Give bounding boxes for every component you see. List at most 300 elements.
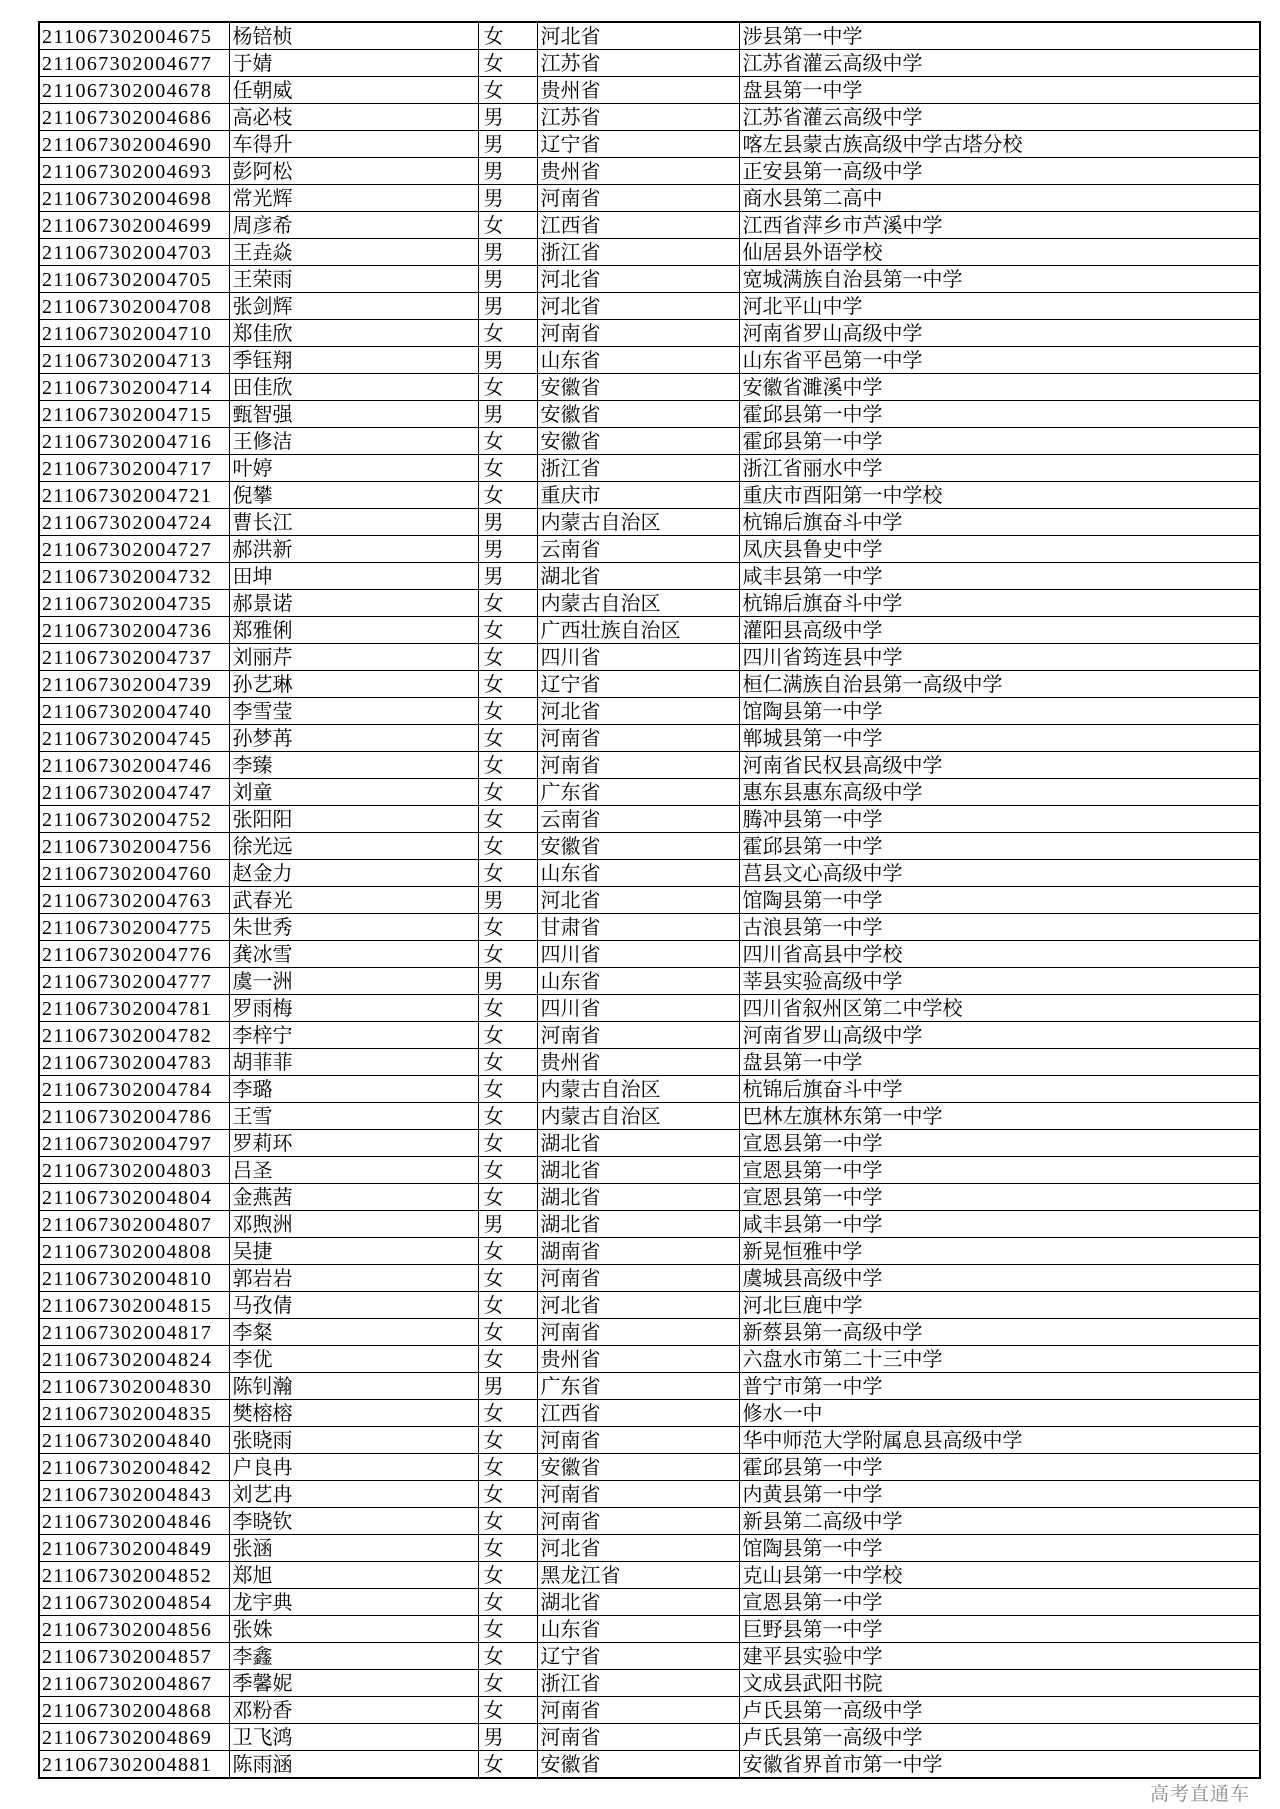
gender-cell: 女 — [478, 833, 537, 860]
name-cell: 罗雨梅 — [229, 995, 478, 1022]
table-row — [39, 698, 1260, 725]
name-cell: 郑旭 — [229, 1562, 478, 1589]
table-row — [39, 752, 1260, 779]
gender-cell: 女 — [478, 617, 537, 644]
table-row — [39, 644, 1260, 671]
table-row — [39, 1724, 1260, 1751]
gender-cell: 女 — [478, 1535, 537, 1562]
school-cell: 盘县第一中学 — [739, 77, 1260, 104]
school-cell: 河南省罗山高级中学 — [739, 320, 1260, 347]
school-cell: 馆陶县第一中学 — [739, 698, 1260, 725]
candidate-id-cell: 211067302004727 — [39, 536, 229, 563]
province-cell: 河北省 — [537, 293, 739, 320]
name-cell: 张涵 — [229, 1535, 478, 1562]
candidate-id-cell: 211067302004693 — [39, 158, 229, 185]
province-cell: 内蒙古自治区 — [537, 590, 739, 617]
school-cell: 浙江省丽水中学 — [739, 455, 1260, 482]
school-cell: 河北平山中学 — [739, 293, 1260, 320]
province-cell: 云南省 — [537, 806, 739, 833]
table-row — [39, 401, 1260, 428]
name-cell: 吕圣 — [229, 1157, 478, 1184]
candidate-id-cell: 211067302004698 — [39, 185, 229, 212]
candidate-id-cell: 211067302004869 — [39, 1724, 229, 1751]
gender-cell: 女 — [478, 995, 537, 1022]
gender-cell: 女 — [478, 725, 537, 752]
province-cell: 浙江省 — [537, 455, 739, 482]
name-cell: 王荣雨 — [229, 266, 478, 293]
candidate-id-cell: 211067302004713 — [39, 347, 229, 374]
school-cell: 盘县第一中学 — [739, 1049, 1260, 1076]
gender-cell: 女 — [478, 212, 537, 239]
name-cell: 邓粉香 — [229, 1697, 478, 1724]
school-cell: 杭锦后旗奋斗中学 — [739, 1076, 1260, 1103]
name-cell: 李梓宁 — [229, 1022, 478, 1049]
candidate-id-cell: 211067302004678 — [39, 77, 229, 104]
gender-cell: 女 — [478, 1049, 537, 1076]
name-cell: 樊榕榕 — [229, 1400, 478, 1427]
candidate-id-cell: 211067302004721 — [39, 482, 229, 509]
province-cell: 安徽省 — [537, 833, 739, 860]
table-row — [39, 428, 1260, 455]
table-row — [39, 806, 1260, 833]
province-cell: 安徽省 — [537, 1751, 739, 1779]
gender-cell: 男 — [478, 401, 537, 428]
table-row — [39, 1670, 1260, 1697]
candidate-id-cell: 211067302004736 — [39, 617, 229, 644]
table-row — [39, 1508, 1260, 1535]
province-cell: 内蒙古自治区 — [537, 1076, 739, 1103]
name-cell: 曹长江 — [229, 509, 478, 536]
candidate-id-cell: 211067302004776 — [39, 941, 229, 968]
name-cell: 张剑辉 — [229, 293, 478, 320]
province-cell: 河北省 — [537, 1292, 739, 1319]
gender-cell: 女 — [478, 1697, 537, 1724]
school-cell: 江西省萍乡市芦溪中学 — [739, 212, 1260, 239]
candidate-id-cell: 211067302004782 — [39, 1022, 229, 1049]
gender-cell: 女 — [478, 1022, 537, 1049]
gender-cell: 女 — [478, 806, 537, 833]
candidate-id-cell: 211067302004715 — [39, 401, 229, 428]
province-cell: 云南省 — [537, 536, 739, 563]
province-cell: 安徽省 — [537, 374, 739, 401]
candidate-id-cell: 211067302004835 — [39, 1400, 229, 1427]
gender-cell: 女 — [478, 1103, 537, 1130]
name-cell: 李鑫 — [229, 1643, 478, 1670]
table-row — [39, 779, 1260, 806]
table-row — [39, 1751, 1260, 1779]
school-cell: 杭锦后旗奋斗中学 — [739, 590, 1260, 617]
gender-cell: 女 — [478, 1670, 537, 1697]
table-row — [39, 1697, 1260, 1724]
school-cell: 凤庆县鲁史中学 — [739, 536, 1260, 563]
gender-cell: 女 — [478, 428, 537, 455]
table-row — [39, 617, 1260, 644]
candidate-id-cell: 211067302004756 — [39, 833, 229, 860]
school-cell: 河南省民权县高级中学 — [739, 752, 1260, 779]
name-cell: 胡菲菲 — [229, 1049, 478, 1076]
name-cell: 于婧 — [229, 50, 478, 77]
table-row — [39, 860, 1260, 887]
candidate-id-cell: 211067302004675 — [39, 22, 229, 50]
school-cell: 莒县文心高级中学 — [739, 860, 1260, 887]
gender-cell: 男 — [478, 1373, 537, 1400]
name-cell: 季钰翔 — [229, 347, 478, 374]
name-cell: 王雪 — [229, 1103, 478, 1130]
table-row — [39, 482, 1260, 509]
province-cell: 江苏省 — [537, 50, 739, 77]
school-cell: 文成县武阳书院 — [739, 1670, 1260, 1697]
province-cell: 河北省 — [537, 266, 739, 293]
candidate-id-cell: 211067302004867 — [39, 1670, 229, 1697]
name-cell: 陈钊瀚 — [229, 1373, 478, 1400]
name-cell: 张阳阳 — [229, 806, 478, 833]
table-row — [39, 590, 1260, 617]
school-cell: 惠东县惠东高级中学 — [739, 779, 1260, 806]
candidate-id-cell: 211067302004745 — [39, 725, 229, 752]
table-row — [39, 185, 1260, 212]
table-row — [39, 1400, 1260, 1427]
table-row — [39, 914, 1260, 941]
province-cell: 广东省 — [537, 1373, 739, 1400]
school-cell: 霍邱县第一中学 — [739, 401, 1260, 428]
school-cell: 灌阳县高级中学 — [739, 617, 1260, 644]
name-cell: 李粲 — [229, 1319, 478, 1346]
name-cell: 李璐 — [229, 1076, 478, 1103]
name-cell: 朱世秀 — [229, 914, 478, 941]
table-row — [39, 968, 1260, 995]
candidate-id-cell: 211067302004784 — [39, 1076, 229, 1103]
name-cell: 李臻 — [229, 752, 478, 779]
name-cell: 郝洪新 — [229, 536, 478, 563]
table-row — [39, 1157, 1260, 1184]
province-cell: 贵州省 — [537, 77, 739, 104]
candidate-id-cell: 211067302004783 — [39, 1049, 229, 1076]
candidate-id-cell: 211067302004708 — [39, 293, 229, 320]
watermark-text: 高考直通车 — [1149, 1784, 1250, 1805]
province-cell: 河南省 — [537, 1508, 739, 1535]
name-cell: 邓煦洲 — [229, 1211, 478, 1238]
name-cell: 任朝威 — [229, 77, 478, 104]
gender-cell: 女 — [478, 779, 537, 806]
name-cell: 罗莉环 — [229, 1130, 478, 1157]
province-cell: 河南省 — [537, 1481, 739, 1508]
school-cell: 山东省平邑第一中学 — [739, 347, 1260, 374]
school-cell: 宣恩县第一中学 — [739, 1589, 1260, 1616]
school-cell: 咸丰县第一中学 — [739, 563, 1260, 590]
candidate-id-cell: 211067302004714 — [39, 374, 229, 401]
candidate-id-cell: 211067302004804 — [39, 1184, 229, 1211]
name-cell: 陈雨涵 — [229, 1751, 478, 1779]
candidate-id-cell: 211067302004705 — [39, 266, 229, 293]
table-row — [39, 1238, 1260, 1265]
province-cell: 山东省 — [537, 860, 739, 887]
province-cell: 山东省 — [537, 968, 739, 995]
table-row — [39, 1130, 1260, 1157]
province-cell: 湖北省 — [537, 1157, 739, 1184]
province-cell: 江西省 — [537, 212, 739, 239]
school-cell: 涉县第一中学 — [739, 22, 1260, 50]
table-row — [39, 320, 1260, 347]
name-cell: 张晓雨 — [229, 1427, 478, 1454]
candidate-id-cell: 211067302004857 — [39, 1643, 229, 1670]
school-cell: 腾冲县第一中学 — [739, 806, 1260, 833]
school-cell: 新蔡县第一高级中学 — [739, 1319, 1260, 1346]
candidate-id-cell: 211067302004717 — [39, 455, 229, 482]
province-cell: 河南省 — [537, 1724, 739, 1751]
name-cell: 金燕茜 — [229, 1184, 478, 1211]
province-cell: 安徽省 — [537, 1454, 739, 1481]
table-row — [39, 1454, 1260, 1481]
name-cell: 徐光远 — [229, 833, 478, 860]
province-cell: 四川省 — [537, 644, 739, 671]
province-cell: 江苏省 — [537, 104, 739, 131]
school-cell: 重庆市酉阳第一中学校 — [739, 482, 1260, 509]
province-cell: 甘肃省 — [537, 914, 739, 941]
province-cell: 湖南省 — [537, 1238, 739, 1265]
school-cell: 宣恩县第一中学 — [739, 1184, 1260, 1211]
province-cell: 贵州省 — [537, 1049, 739, 1076]
province-cell: 安徽省 — [537, 428, 739, 455]
candidate-id-cell: 211067302004737 — [39, 644, 229, 671]
gender-cell: 女 — [478, 77, 537, 104]
province-cell: 河北省 — [537, 887, 739, 914]
province-cell: 安徽省 — [537, 401, 739, 428]
school-cell: 建平县实验中学 — [739, 1643, 1260, 1670]
province-cell: 四川省 — [537, 941, 739, 968]
province-cell: 内蒙古自治区 — [537, 1103, 739, 1130]
province-cell: 河南省 — [537, 725, 739, 752]
candidate-id-cell: 211067302004840 — [39, 1427, 229, 1454]
gender-cell: 男 — [478, 158, 537, 185]
gender-cell: 女 — [478, 1076, 537, 1103]
table-row — [39, 536, 1260, 563]
candidate-id-cell: 211067302004824 — [39, 1346, 229, 1373]
candidate-id-cell: 211067302004777 — [39, 968, 229, 995]
gender-cell: 女 — [478, 860, 537, 887]
gender-cell: 女 — [478, 1265, 537, 1292]
name-cell: 孙艺琳 — [229, 671, 478, 698]
gender-cell: 女 — [478, 1751, 537, 1779]
gender-cell: 女 — [478, 644, 537, 671]
gender-cell: 女 — [478, 1616, 537, 1643]
table-row — [39, 374, 1260, 401]
province-cell: 山东省 — [537, 1616, 739, 1643]
candidate-id-cell: 211067302004763 — [39, 887, 229, 914]
province-cell: 贵州省 — [537, 158, 739, 185]
school-cell: 安徽省濉溪中学 — [739, 374, 1260, 401]
school-cell: 新晃恒雅中学 — [739, 1238, 1260, 1265]
name-cell: 李优 — [229, 1346, 478, 1373]
name-cell: 田佳欣 — [229, 374, 478, 401]
gender-cell: 女 — [478, 320, 537, 347]
candidate-id-cell: 211067302004735 — [39, 590, 229, 617]
province-cell: 湖北省 — [537, 1589, 739, 1616]
school-cell: 宣恩县第一中学 — [739, 1157, 1260, 1184]
gender-cell: 女 — [478, 482, 537, 509]
school-cell: 馆陶县第一中学 — [739, 887, 1260, 914]
province-cell: 河南省 — [537, 1697, 739, 1724]
table-row — [39, 1184, 1260, 1211]
table-row — [39, 671, 1260, 698]
name-cell: 吴捷 — [229, 1238, 478, 1265]
school-cell: 虞城县高级中学 — [739, 1265, 1260, 1292]
table-row — [39, 266, 1260, 293]
gender-cell: 男 — [478, 1211, 537, 1238]
table-row — [39, 887, 1260, 914]
candidate-id-cell: 211067302004732 — [39, 563, 229, 590]
candidate-id-cell: 211067302004810 — [39, 1265, 229, 1292]
name-cell: 田坤 — [229, 563, 478, 590]
name-cell: 郑雅俐 — [229, 617, 478, 644]
name-cell: 赵金力 — [229, 860, 478, 887]
province-cell: 内蒙古自治区 — [537, 509, 739, 536]
candidate-id-cell: 211067302004786 — [39, 1103, 229, 1130]
candidate-id-cell: 211067302004740 — [39, 698, 229, 725]
candidate-id-cell: 211067302004868 — [39, 1697, 229, 1724]
gender-cell: 女 — [478, 698, 537, 725]
name-cell: 龙宇典 — [229, 1589, 478, 1616]
gender-cell: 男 — [478, 185, 537, 212]
name-cell: 叶婷 — [229, 455, 478, 482]
name-cell: 周彦希 — [229, 212, 478, 239]
school-cell: 安徽省界首市第一中学 — [739, 1751, 1260, 1779]
province-cell: 河南省 — [537, 1022, 739, 1049]
school-cell: 霍邱县第一中学 — [739, 833, 1260, 860]
candidate-id-cell: 211067302004817 — [39, 1319, 229, 1346]
table-row — [39, 1022, 1260, 1049]
province-cell: 河南省 — [537, 752, 739, 779]
table-row — [39, 1535, 1260, 1562]
table-row — [39, 1589, 1260, 1616]
province-cell: 广西壮族自治区 — [537, 617, 739, 644]
gender-cell: 女 — [478, 374, 537, 401]
gender-cell: 女 — [478, 671, 537, 698]
gender-cell: 女 — [478, 455, 537, 482]
name-cell: 杨锫桢 — [229, 22, 478, 50]
gender-cell: 女 — [478, 1184, 537, 1211]
candidate-id-cell: 211067302004752 — [39, 806, 229, 833]
school-cell: 宣恩县第一中学 — [739, 1130, 1260, 1157]
name-cell: 王修洁 — [229, 428, 478, 455]
gender-cell: 女 — [478, 590, 537, 617]
province-cell: 黑龙江省 — [537, 1562, 739, 1589]
school-cell: 江苏省灌云高级中学 — [739, 104, 1260, 131]
gender-cell: 女 — [478, 914, 537, 941]
table-row — [39, 1562, 1260, 1589]
table-row — [39, 239, 1260, 266]
province-cell: 辽宁省 — [537, 131, 739, 158]
name-cell: 王垚焱 — [229, 239, 478, 266]
name-cell: 甄智强 — [229, 401, 478, 428]
table-row — [39, 1292, 1260, 1319]
table-row — [39, 1616, 1260, 1643]
table-row — [39, 509, 1260, 536]
candidate-id-cell: 211067302004690 — [39, 131, 229, 158]
province-cell: 广东省 — [537, 779, 739, 806]
candidate-id-cell: 211067302004807 — [39, 1211, 229, 1238]
gender-cell: 女 — [478, 1319, 537, 1346]
candidate-id-cell: 211067302004797 — [39, 1130, 229, 1157]
gender-cell: 女 — [478, 752, 537, 779]
candidate-id-cell: 211067302004716 — [39, 428, 229, 455]
name-cell: 常光辉 — [229, 185, 478, 212]
gender-cell: 女 — [478, 1643, 537, 1670]
province-cell: 湖北省 — [537, 563, 739, 590]
name-cell: 孙梦苒 — [229, 725, 478, 752]
school-cell: 商水县第二高中 — [739, 185, 1260, 212]
school-cell: 莘县实验高级中学 — [739, 968, 1260, 995]
school-cell: 巨野县第一中学 — [739, 1616, 1260, 1643]
table-row — [39, 22, 1260, 50]
gender-cell: 男 — [478, 131, 537, 158]
candidate-id-cell: 211067302004699 — [39, 212, 229, 239]
table-row — [39, 293, 1260, 320]
school-cell: 修水一中 — [739, 1400, 1260, 1427]
table-row — [39, 1049, 1260, 1076]
school-cell: 卢氏县第一高级中学 — [739, 1697, 1260, 1724]
table-row — [39, 1373, 1260, 1400]
gender-cell: 女 — [478, 1292, 537, 1319]
candidate-id-cell: 211067302004846 — [39, 1508, 229, 1535]
school-cell: 华中师范大学附属息县高级中学 — [739, 1427, 1260, 1454]
name-cell: 刘丽芹 — [229, 644, 478, 671]
school-cell: 六盘水市第二十三中学 — [739, 1346, 1260, 1373]
province-cell: 贵州省 — [537, 1346, 739, 1373]
province-cell: 辽宁省 — [537, 1643, 739, 1670]
candidate-id-cell: 211067302004803 — [39, 1157, 229, 1184]
province-cell: 河南省 — [537, 320, 739, 347]
table-row — [39, 104, 1260, 131]
gender-cell: 女 — [478, 22, 537, 50]
candidate-id-cell: 211067302004842 — [39, 1454, 229, 1481]
table-row — [39, 1481, 1260, 1508]
province-cell: 湖北省 — [537, 1130, 739, 1157]
school-cell: 内黄县第一中学 — [739, 1481, 1260, 1508]
school-cell: 杭锦后旗奋斗中学 — [739, 509, 1260, 536]
table-row — [39, 1427, 1260, 1454]
gender-cell: 女 — [478, 1589, 537, 1616]
gender-cell: 女 — [478, 1508, 537, 1535]
table-row — [39, 1265, 1260, 1292]
candidate-id-cell: 211067302004881 — [39, 1751, 229, 1779]
table-row — [39, 131, 1260, 158]
gender-cell: 男 — [478, 239, 537, 266]
school-cell: 江苏省灌云高级中学 — [739, 50, 1260, 77]
school-cell: 河北巨鹿中学 — [739, 1292, 1260, 1319]
table-row — [39, 212, 1260, 239]
school-cell: 四川省筠连县中学 — [739, 644, 1260, 671]
candidate-id-cell: 211067302004710 — [39, 320, 229, 347]
province-cell: 河南省 — [537, 1319, 739, 1346]
table-row — [39, 833, 1260, 860]
name-cell: 车得升 — [229, 131, 478, 158]
school-cell: 馆陶县第一中学 — [739, 1535, 1260, 1562]
gender-cell: 男 — [478, 266, 537, 293]
province-cell: 河南省 — [537, 1427, 739, 1454]
candidate-id-cell: 211067302004852 — [39, 1562, 229, 1589]
table-row — [39, 347, 1260, 374]
school-cell: 四川省叙州区第二中学校 — [739, 995, 1260, 1022]
school-cell: 巴林左旗林东第一中学 — [739, 1103, 1260, 1130]
name-cell: 户良冉 — [229, 1454, 478, 1481]
school-cell: 霍邱县第一中学 — [739, 1454, 1260, 1481]
name-cell: 刘童 — [229, 779, 478, 806]
province-cell: 浙江省 — [537, 1670, 739, 1697]
province-cell: 辽宁省 — [537, 671, 739, 698]
candidate-id-cell: 211067302004677 — [39, 50, 229, 77]
province-cell: 河北省 — [537, 698, 739, 725]
gender-cell: 女 — [478, 1346, 537, 1373]
